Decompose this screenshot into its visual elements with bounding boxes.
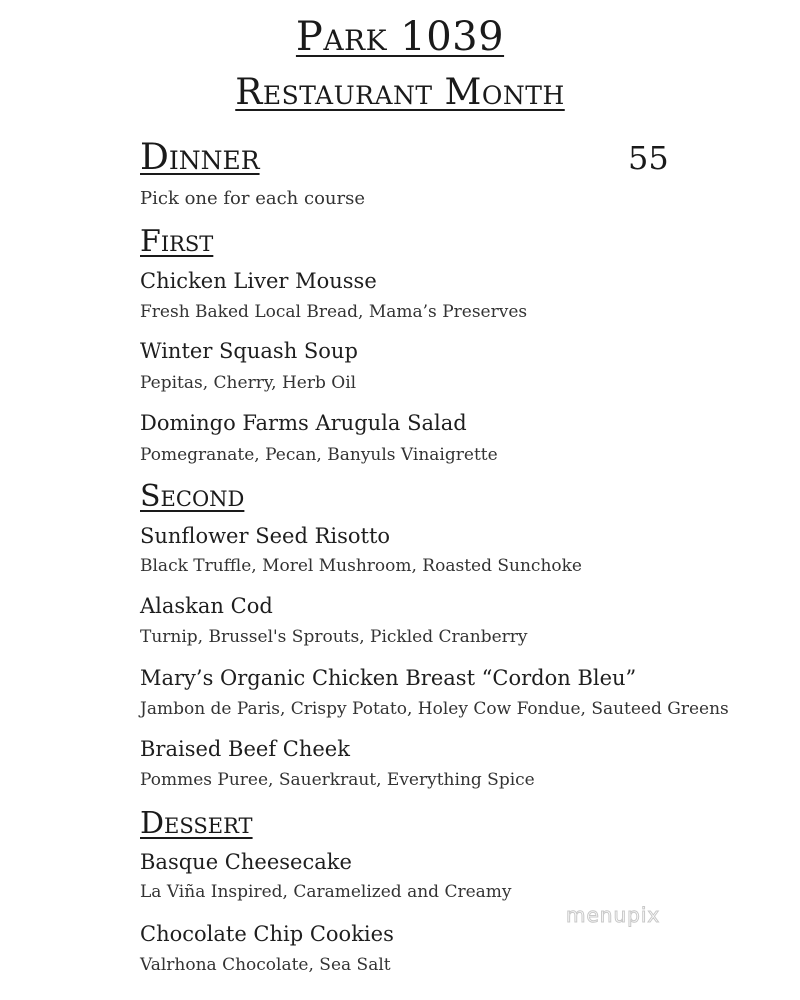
watermark-logo: menupix [566, 903, 661, 927]
restaurant-name: Park 1039 [295, 14, 505, 60]
dinner-heading: Dinner [140, 137, 260, 178]
dish-name: Winter Squash Soup [140, 339, 358, 363]
dish-description: Valrhona Chocolate, Sea Salt [140, 955, 391, 975]
dish-description: Pommes Puree, Sauerkraut, Everything Spice [140, 770, 535, 790]
dish-description: Fresh Baked Local Bread, Mama’s Preserves [140, 302, 528, 322]
dish-description: Pepitas, Cherry, Herb Oil [140, 373, 357, 393]
menu-title: Restaurant Month [235, 72, 565, 113]
dish-description: Jambon de Paris, Crispy Potato, Holey Cow Fondue, Sauteed Greens [140, 699, 729, 719]
dish-name: Chicken Liver Mousse [140, 269, 377, 293]
dish-name: Mary’s Organic Chicken Breast “Cordon Bleu” [140, 666, 637, 690]
dish-name: Domingo Farms Arugula Salad [140, 411, 467, 435]
dish-description: Black Truffle, Morel Mushroom, Roasted Sunchoke [140, 556, 582, 576]
dish-name: Basque Cheesecake [140, 850, 352, 874]
dish-name: Chocolate Chip Cookies [140, 922, 394, 946]
dish-name: Alaskan Cod [140, 594, 273, 618]
course-heading-second: Second [140, 479, 245, 514]
dish-description: Turnip, Brussel's Sprouts, Pickled Cranberry [140, 627, 528, 647]
dish-name: Sunflower Seed Risotto [140, 524, 391, 548]
course-heading-first: First [140, 224, 214, 259]
course-instruction: Pick one for each course [140, 188, 365, 209]
dish-name: Braised Beef Cheek [140, 737, 350, 761]
dish-description: Pomegranate, Pecan, Banyuls Vinaigrette [140, 445, 498, 465]
dinner-price: 55 [628, 139, 669, 177]
course-heading-dessert: Dessert [140, 806, 253, 841]
dish-description: La Viña Inspired, Caramelized and Creamy [140, 882, 512, 902]
